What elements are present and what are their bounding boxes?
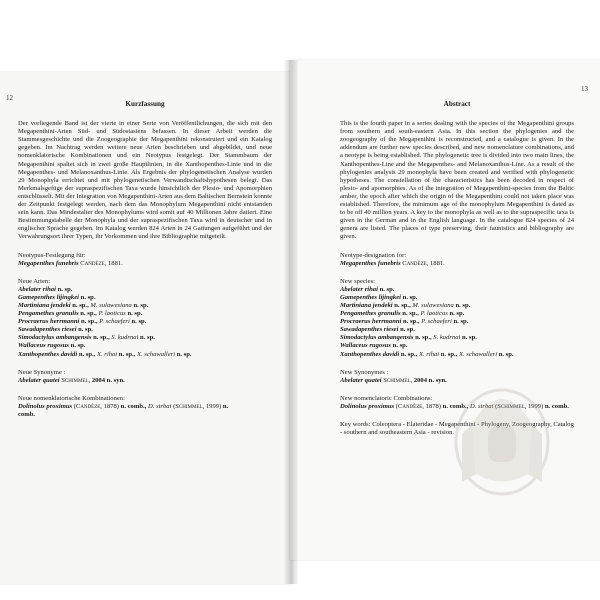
species-entry xyxy=(18,318,272,326)
species-suffix: n. sp. xyxy=(57,285,73,293)
abstract-body: This is the fourth paper in a series dealing with the species of the Megapenthini groups from southern and south-eastern Asia. In this section the phylogenies and the zoogeography of the Megapenthini is reconstructed, and a catalogue is given. In the addendum are further new species described, and new nomenclature combinations, and a neotype is being established. The phylogenetic tree is divided into two main lines, the Xanthopenthes-Line and the Megapenthes- and Melanoxanthus-Line. As a result of the phylogenies analysis 29 monophyla have been created and verified with phylogenetic hypotheses. The constellation of the characteristics has been decoded in respect of plesio- and apomorphies. As of the integration of Megapenthini-species from the Baltic amber, the epoch after which the origin of the Megapenthini could not taken place was established. Therefore, the minimum age of the monophylum Megapenthini is dated as to be off 40 million years. A key to the monophyla as well as to the supraspecific taxa is given in the German and in the English language. In the catalogue 824 species of 24 genera are listed. The places of type preserving, their faunistics and bibliography are given. xyxy=(340,120,574,241)
species-extra-name-2: X. schawalleri xyxy=(458,350,498,358)
species-extra-suffix: n. sp. xyxy=(453,318,469,326)
neotype-species: Megapenthes funebris xyxy=(18,259,79,267)
species-name: Simodactylus ambangensis xyxy=(340,334,414,342)
synonyms-label: New Synonymes : xyxy=(340,368,389,376)
species-extra-name: M. sulawesiana xyxy=(412,301,454,309)
species-suffix: n. sp. xyxy=(400,326,415,334)
species-name: Abelater rihai xyxy=(18,285,56,293)
species-extra-suffix: n. sp. xyxy=(462,334,477,342)
synonyms-label: Neue Synonyme : xyxy=(18,368,66,376)
combination-name: Dolinolus proximus xyxy=(340,402,395,410)
neotype-label: Neotypus-Festlegung für: xyxy=(18,251,86,259)
combination-author: (Candèze, 1878) xyxy=(73,402,119,410)
neotype-author: Candèze, 1881. xyxy=(80,259,123,267)
species-suffix: n. sp., xyxy=(80,310,97,318)
species-entry xyxy=(18,342,272,350)
species-suffix: n. sp. xyxy=(78,326,93,334)
species-suffix: n. sp., xyxy=(402,310,419,318)
species-entry xyxy=(18,286,272,294)
synonym-name: Abelater quatei xyxy=(340,376,382,384)
species-extra-suffix: n. sp., xyxy=(440,350,458,358)
species-name: Gamepenthes lijingkei xyxy=(340,293,401,301)
species-extra-name-2: X. schawalleri xyxy=(136,350,176,358)
species-suffix: n. sp., xyxy=(400,350,418,358)
species-entry xyxy=(340,294,574,302)
species-name: Pengamethes granulis xyxy=(18,310,79,318)
combination-mid: n. comb., xyxy=(120,402,147,410)
species-extra-name: P. schaeferi xyxy=(99,318,130,326)
species-name: Procraerus herrmanni xyxy=(18,318,80,326)
combination-name: Dolinolus proximus xyxy=(18,402,73,410)
species-entry xyxy=(18,310,272,318)
new-species-list xyxy=(340,286,574,359)
new-species-label: New species: xyxy=(340,277,375,285)
species-entry xyxy=(340,342,574,350)
combinations-label: New nomenclatoric Combinations: xyxy=(340,394,433,402)
species-name: Xanthopenthes davidi xyxy=(340,350,400,358)
combination-end: n. xyxy=(222,402,229,410)
neotype-author: Candèze, 1881. xyxy=(402,259,445,267)
species-entry xyxy=(340,310,574,318)
combination-last: comb. xyxy=(18,411,36,418)
neotype-species: Megapenthes funebris xyxy=(340,259,401,267)
species-entry xyxy=(18,334,272,342)
species-name: Martiniana jendeki xyxy=(18,301,71,309)
book-gutter xyxy=(284,60,298,584)
species-extra-name: X. rihai xyxy=(418,350,440,358)
synonym-suffix: 2004 n. syn. xyxy=(91,376,125,384)
right-page-number: 13 xyxy=(581,85,588,93)
neotype-entry xyxy=(340,260,574,268)
species-name: Sawadapenthes riesei xyxy=(340,326,399,334)
species-name: Abelater rihai xyxy=(340,285,378,293)
species-suffix: n. sp., xyxy=(78,350,96,358)
synonym-entry xyxy=(340,377,574,385)
species-extra-suffix: n. sp., xyxy=(118,350,136,358)
abstract-heading: Abstract xyxy=(443,100,471,108)
species-suffix: n. sp., xyxy=(403,318,420,326)
species-suffix: n. sp., xyxy=(72,301,89,309)
species-suffix: n. sp., xyxy=(394,301,411,309)
combination-author-2: (Schimmel, 1999) xyxy=(173,402,222,410)
left-page-number: 12 xyxy=(6,94,13,102)
species-suffix: n. sp., xyxy=(93,334,110,342)
combination-mid: n. comb., xyxy=(442,402,469,410)
species-suffix: n. sp., xyxy=(81,318,98,326)
species-entry xyxy=(18,294,272,302)
species-suffix: n. sp. xyxy=(70,342,86,350)
synonym-suffix: 2004 n. syn. xyxy=(413,376,447,384)
species-entry xyxy=(340,318,574,326)
species-name: Wallaceus rugosus xyxy=(340,342,391,350)
combination-name-2: D. strbai xyxy=(147,402,172,410)
species-entry xyxy=(340,286,574,294)
combinations-label: Neue nomenklatorische Kombinationen: xyxy=(18,394,125,402)
species-extra-suffix-2: n. sp. xyxy=(498,350,514,358)
combination-end: n. comb. xyxy=(544,402,569,410)
species-extra-name: P. schaeferi xyxy=(421,318,452,326)
species-extra-suffix: n. sp. xyxy=(127,310,143,318)
neotype-entry xyxy=(18,260,272,268)
species-suffix: n. sp. xyxy=(392,342,408,350)
species-extra-suffix: n. sp. xyxy=(449,310,465,318)
left-column xyxy=(18,100,272,419)
species-extra-name: S. kudrnai xyxy=(433,334,461,342)
species-name: Simodactylus ambangensis xyxy=(18,334,92,342)
kurzfassung-body: Der vorliegende Band ist der vierte in einer Serie von Veröffentlichungen, die sich mit den Megapenthini-Arten Süd- und Südostasiens befassen. In dieser Arbeit werden die Stammesgeschichte und die Zoogeographie der Megapenthini rekonstruiert und ein Katalog gegeben. Im Nachtrag werden weitere neue Arten beschrieben und abgebildet, und neue nomenklatorische Kombinationen und ein Neotypus festgelegt. Der Stammbaum der Megapenthini spaltet sich in zwei große Hauptlinien, in die Xanthopenthes-Linie und in die Megapenthes- und Melanoxanthus-Linie. Als Ergebnis der phylogenetischen Analyse wurden 29 Monophyla errichtet und mit phylogenetischen Verwandtschaftshypothesen belegt. Das Merkmalsgefüge der supraspezifischen Taxa wurde hinsichtlich der Plesio- und Apomorphien entschlüsselt. Mit der Integration von Megapenthini-Arten aus dem Baltischen Bernstein konnte der Zeitpunkt festgelegt werden, nach dem das Monophylum Megapenthini nicht entstanden sein kann. Das Mindestalter des Monophylums wird somit auf 40 Millionen Jahre datiert. Eine Bestimmungstabelle der Monophyla und der supraspezifischen Taxa wird in deutscher und in englischer Sprache gegeben. Im Katalog werden 824 Arten in 24 Gattungen aufgeführt und der Verwahrungsort ihrer Typen, ihr Vorkommen und ihre Bibliographie mitgeteilt. xyxy=(18,120,272,241)
combination-author-2: (Schimmel, 1999) xyxy=(495,402,544,410)
species-name: Pengamethes granulis xyxy=(340,310,401,318)
species-entry xyxy=(340,334,574,342)
species-name: Sawadapenthes riesei xyxy=(18,326,77,334)
synonym-author: Schimmel, xyxy=(61,376,91,384)
species-suffix: n. sp. xyxy=(379,285,395,293)
combination-author: (Candèze, 1878) xyxy=(395,402,441,410)
species-suffix: n. sp. xyxy=(402,293,418,301)
keywords: Key words: Coleoptera - Elateridae - Megapenthini - Phylogeny, Zoogeography, Catalog - southern and southeastern Asia - revision. xyxy=(340,421,574,437)
species-entry xyxy=(340,326,574,334)
species-entry xyxy=(340,302,574,310)
combination-name-2: D. strbai xyxy=(469,402,494,410)
species-extra-name: P. laoticus xyxy=(98,310,126,318)
species-name: Procraerus herrmanni xyxy=(340,318,402,326)
neotype-label: Neotype-designation for: xyxy=(340,251,407,259)
species-entry xyxy=(340,351,574,359)
combination-entry xyxy=(18,403,272,411)
species-name: Martiniana jendeki xyxy=(340,301,393,309)
species-extra-suffix: n. sp. xyxy=(140,334,155,342)
right-column xyxy=(340,100,574,437)
species-extra-name: M. sulawesiana xyxy=(90,301,132,309)
species-name: Xanthopenthes davidi xyxy=(18,350,78,358)
synonym-author: Schimmel, xyxy=(383,376,413,384)
species-extra-suffix: n. sp. xyxy=(133,301,149,309)
species-extra-suffix-2: n. sp. xyxy=(176,350,192,358)
new-species-label: Neue Arten: xyxy=(18,277,51,285)
species-entry xyxy=(18,326,272,334)
species-extra-suffix: n. sp. xyxy=(455,301,471,309)
species-extra-name: X. rihai xyxy=(96,350,118,358)
species-name: Wallaceus rugosus xyxy=(18,342,69,350)
species-suffix: n. sp., xyxy=(415,334,432,342)
species-name: Gamepenthes lijingkei xyxy=(18,293,79,301)
combination-entry xyxy=(340,403,574,411)
species-extra-name: S. kudrnai xyxy=(111,334,139,342)
synonym-name: Abelater quatei xyxy=(18,376,60,384)
species-entry xyxy=(18,351,272,359)
kurzfassung-heading: Kurzfassung xyxy=(125,100,165,108)
species-extra-suffix: n. sp. xyxy=(131,318,147,326)
species-extra-name: P. laoticus xyxy=(420,310,448,318)
species-suffix: n. sp. xyxy=(80,293,96,301)
species-entry xyxy=(18,302,272,310)
new-species-list xyxy=(18,286,272,359)
synonym-entry xyxy=(18,377,272,385)
